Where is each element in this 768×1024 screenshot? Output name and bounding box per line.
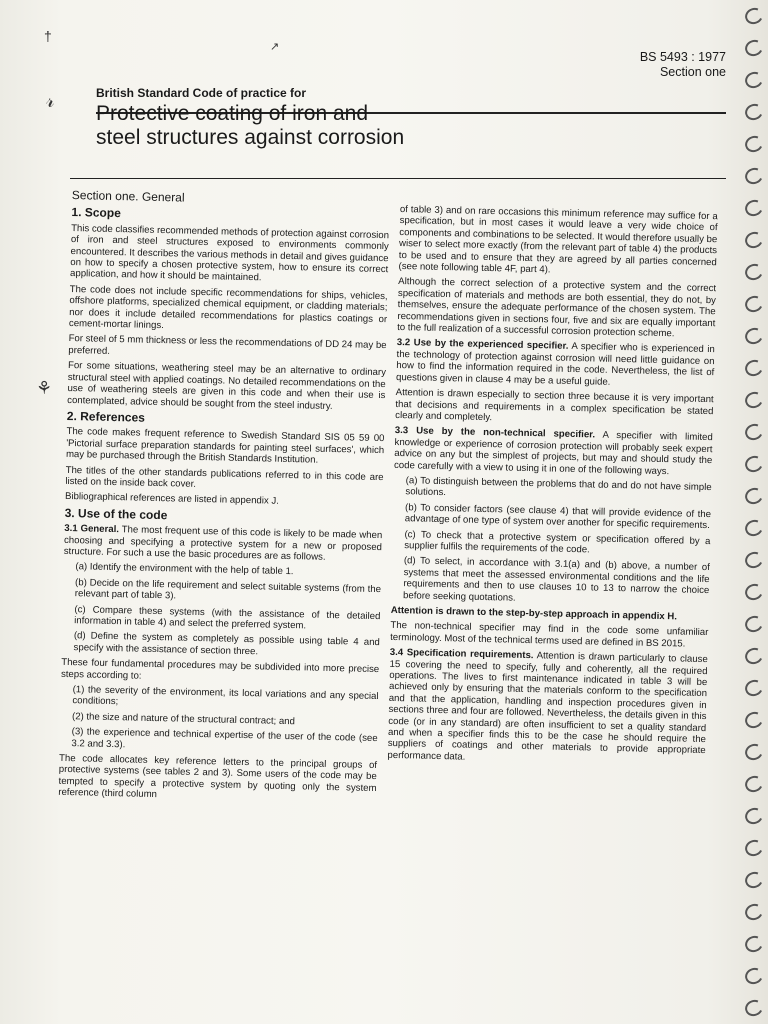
list-item: (a) Identify the environment with the help of table 1. — [75, 561, 294, 578]
paragraph: These four fundamental procedures may be subdivided into more precise steps according to: — [60, 657, 380, 682]
right-column — [387, 204, 718, 772]
paragraph: The code makes frequent reference to Swedish Standard SIS 05 59 00 'Pictorial surface preparation standards for painting steel surfaces', which may be purchased through the British Standards Institution. — [65, 426, 385, 466]
paragraph: The titles of the other standards publications referred to in this code are listed on the inside back cover. — [65, 464, 384, 490]
standard-number: BS 5493 : 1977 — [639, 50, 726, 64]
paragraph: Although the correct selection of a protective system and the correct specification of materials and methods are both essential, they do not, by themselves, ensure the adequate performance of the chosen system. The recommendations given in sections four, five and six are equally important to the full realization of a successful corrosion protection scheme. — [397, 276, 717, 340]
scope-heading: 1. Scope — [71, 205, 121, 221]
paragraph: The non-technical specifier may find in the code some unfamiliar terminology. Most of the technical terms used are defined in BS 2015. — [390, 620, 709, 650]
paragraph — [387, 647, 708, 768]
clause-label: 3.4 Specification requirements. — [389, 647, 534, 662]
document-header — [96, 86, 726, 150]
standard-reference — [626, 50, 726, 80]
list-item: (b) To consider factors (see clause 4) that will provide evidence of the advantage of one type of system over another for specific requirements. — [404, 501, 712, 532]
clause-label: 3.1 General. — [64, 523, 120, 536]
paragraph: This code classifies recommended methods of protection against corrosion of iron and steel structures exposed to environments commonly encountered. It describes the various methods in detail and gives guidance on how to specify a chosen protective system, how to ensure its correct application, and how it should be maintained. — [69, 222, 390, 284]
list-item: (2) the size and nature of the structural contract; and — [71, 710, 296, 728]
paragraph: Bibliographical references are listed in appendix J. — [64, 491, 279, 508]
list-item: (c) Compare these systems (with the assistance of the detailed information in table 4) and select the preferred system. — [74, 603, 381, 632]
references-heading: 2. References — [66, 408, 146, 425]
margin-mark: 𝓇 — [46, 90, 55, 112]
clause-text: The most frequent use of this code is likely to be made when choosing and specifying a protective system for a new or proposed structure. For such a use the basic procedures are as follows. — [63, 524, 383, 563]
clause-text: Attention is drawn particularly to clause 15 covering the need to specify, fully and coherently, all the required operations. The lives to first maintenance indicated in table 3 will be achieved only by ensuring that the materials conform to the specification and that the application, handling and inspection procedures given in sections three and four are followed. Nevertheless, the details given in this code (or in any standard) are often insufficient to set a quality standard and when a specifier finds this to be the case he should require the suppliers of coatings and other materials to provide appropriate performance data. — [387, 650, 708, 763]
code-of-practice-line: British Standard Code of practice for — [96, 86, 307, 100]
list-item: (a) To distinguish between the problems that do and do not have simple solutions. — [405, 475, 712, 499]
paragraph — [396, 337, 715, 390]
paragraph — [394, 425, 713, 478]
margin-mark: ⚘ — [36, 378, 53, 398]
section-title: Section one. General — [71, 188, 185, 205]
title-rule — [70, 178, 726, 179]
left-column — [58, 190, 390, 810]
use-of-code-heading: 3. Use of the code — [64, 505, 168, 522]
clause-label: 3.3 Use by the non-technical specifier. — [394, 425, 596, 441]
list-item: (3) the experience and technical expertise of the user of the code (see 3.2 and 3.3). — [71, 726, 378, 751]
paragraph: For some situations, weathering steel may be an alternative to ordinary structural steel with applied coatings. No detailed recommendations on the use of weathering steels are given in this code and when their use is contemplated, advice should be sought from the steel industry. — [67, 360, 387, 412]
spiral-binding — [740, 0, 768, 1024]
list-item: (d) Define the system as completely as possible using table 4 and specify with the assistance of section three. — [73, 630, 380, 658]
clause-text: A specifier who is experienced in the technology of protection against corrosion will need little guidance on how to find the information required in the code. Nevertheless, the list of questions given in clause 4 may be a useful guide. — [395, 341, 715, 388]
margin-mark: † — [44, 28, 52, 44]
list-item: (d) To select, in accordance with 3.1(a) and (b) above, a number of systems that meet the assessed environmental conditions and the life requirements and then to use clauses 10 to 13 to narrow the choice before seeking quotations. — [402, 555, 710, 604]
section-label: Section one — [659, 65, 726, 79]
list-item: (1) the severity of the environment, its local variations and any special conditions; — [72, 684, 379, 708]
document-title-line2: steel structures against corrosion — [96, 126, 405, 149]
paragraph: of table 3) and on rare occasions this minimum reference may suffice for a specification, but in most cases it would leave a very wide choice of components and combinations to be selected. It would therefore usually be wiser to select more exactly (from the relevant part of table 4) the products to be used and to ensure that they are agreed by all parties concerned (see note following table 4F, part 4). — [398, 204, 718, 276]
clause-text: A specifier with limited knowledge or experience of corrosion protection will probably seek expert advice on any but the simplest of projects, but may and should study the code carefully with a view to using it in one of the following ways. — [393, 429, 713, 477]
paragraph: For steel of 5 mm thickness or less the recommendations of DD 24 may be preferred. — [68, 333, 387, 357]
list-item: (c) To check that a protective system or specification offered by a supplier fulfils the requirements of the code. — [404, 528, 711, 556]
margin-mark: ↗ — [270, 41, 280, 53]
list-item: (b) Decide on the life requirement and select suitable systems (from the relevant part of table 3). — [74, 576, 382, 602]
document-title-line1: Protective coating of iron and — [96, 102, 368, 125]
clause-label: 3.2 Use by the experienced specifier. — [396, 337, 569, 353]
paragraph: Attention is drawn to the step-by-step approach in appendix H. — [390, 604, 678, 623]
paragraph: Attention is drawn especially to section three because it is very important that decisions and requirements in a complex specification be stated clearly and completely. — [395, 387, 714, 424]
paragraph — [64, 523, 383, 564]
paragraph: The code does not include specific recommendations for ships, vehicles, offshore platforms, specialized chemical equipment, or cladding materials; nor does it include detailed recommendations for plastics coatings or cement-mortar linings. — [68, 283, 388, 332]
paragraph: The code allocates key reference letters to the principal groups of protective systems (see tables 2 and 3). Some users of the code may be tempted to specify a protective system by quoting only the system reference (third column — [58, 752, 378, 801]
